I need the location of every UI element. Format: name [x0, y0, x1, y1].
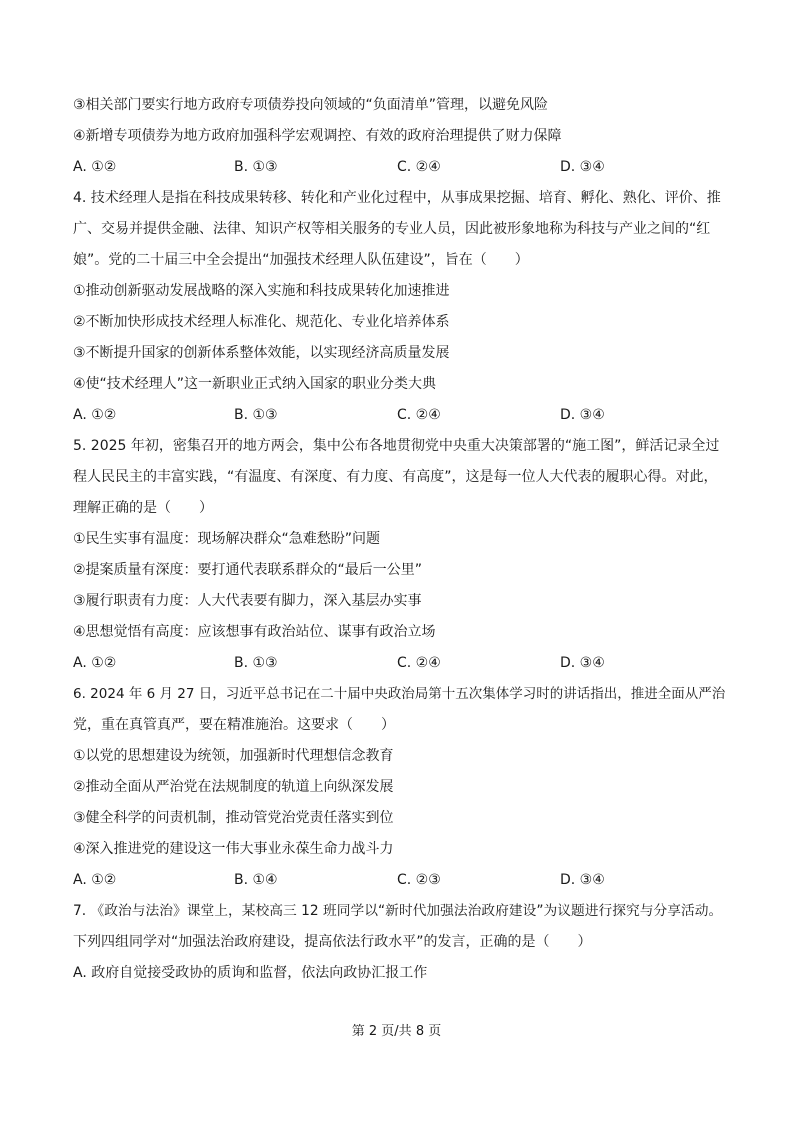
q4-option-d[interactable]: D. ③④	[560, 407, 605, 423]
q5-option-c[interactable]: C. ②④	[397, 655, 441, 671]
q5-statement-2: ②提案质量有深度：要打通代表联系群众的“最后一公里”	[73, 562, 423, 578]
q6-option-d[interactable]: D. ③④	[560, 872, 605, 888]
q4-options	[73, 400, 733, 431]
q3-option-c[interactable]: C. ②④	[397, 159, 441, 175]
q6-statement-4: ④深入推进党的建设这一伟大事业永葆生命力战斗力	[73, 841, 394, 857]
q6-option-a[interactable]: A. ①②	[73, 872, 117, 888]
q4-statement-1: ①推动创新驱动发展战略的深入实施和科技成果转化加速推进	[73, 283, 450, 299]
q5-option-d[interactable]: D. ③④	[560, 655, 605, 671]
q5-statement-4: ④思想觉悟有高度：应该想事有政治站位、谋事有政治立场	[73, 624, 436, 640]
q7-stem-line-1: 7. 《政治与法治》课堂上，某校高三 12 班同学以“新时代加强法治政府建设”为议题进行探究与分享活动。	[73, 903, 723, 919]
page-content	[73, 90, 733, 989]
q5-option-b[interactable]: B. ①③	[234, 655, 278, 671]
q3-option-d[interactable]: D. ③④	[560, 159, 605, 175]
q4-option-c[interactable]: C. ②④	[397, 407, 441, 423]
q4-option-a[interactable]: A. ①②	[73, 407, 117, 423]
page-footer: 第 2 页/共 8 页	[351, 1024, 442, 1039]
q6-stem-line-2: 党，重在真管真严，要在精准施治。这要求（ ）	[73, 717, 395, 733]
q6-stem-line-1: 6. 2024 年 6 月 27 日，习近平总书记在二十届中央政治局第十五次集体学习时的讲话指出，推进全面从严治	[73, 686, 726, 702]
q6-option-c[interactable]: C. ②③	[397, 872, 441, 888]
q3-options	[73, 152, 733, 183]
q5-statement-3: ③履行职责有力度：人大代表要有脚力，深入基层办实事	[73, 593, 422, 609]
q5-statement-1: ①民生实事有温度：现场解决群众“急难愁盼”问题	[73, 531, 381, 547]
q4-stem-line-1: 4. 技术经理人是指在科技成果转移、转化和产业化过程中，从事成果挖掘、培育、孵化、熟化、评价、推	[73, 190, 721, 206]
q5-stem-line-1: 5. 2025 年初，密集召开的地方两会，集中公布各地贯彻党中央重大决策部署的“施工图”，鲜活记录全过	[73, 438, 720, 454]
q5-option-a[interactable]: A. ①②	[73, 655, 117, 671]
q6-statement-2: ②推动全面从严治党在法规制度的轨道上向纵深发展	[73, 779, 394, 795]
q7-stem-line-2: 下列四组同学对“加强法治政府建设，提高依法行政水平”的发言，正确的是（ ）	[73, 934, 592, 950]
q4-statement-4: ④使“技术经理人”这一新职业正式纳入国家的职业分类大典	[73, 376, 437, 392]
q6-statement-3: ③健全科学的问责机制，推动管党治党责任落实到位	[73, 810, 394, 826]
q6-option-b[interactable]: B. ①④	[234, 872, 278, 888]
q4-stem-line-3: 娘”。党的二十届三中全会提出“加强技术经理人队伍建设”，旨在（ ）	[73, 252, 529, 268]
q3-option-b[interactable]: B. ①③	[234, 159, 278, 175]
q5-stem-line-3: 理解正确的是（ ）	[73, 500, 213, 516]
q5-stem-line-2: 程人民民主的丰富实践，“有温度、有深度、有力度、有高度”，这是每一位人大代表的履职心得。对此，	[73, 469, 718, 485]
q3-option-a[interactable]: A. ①②	[73, 159, 117, 175]
q6-options	[73, 865, 733, 896]
q5-options	[73, 648, 733, 679]
q6-statement-1: ①以党的思想建设为统领，加强新时代理想信念教育	[73, 748, 394, 764]
q4-stem-line-2: 广、交易并提供金融、法律、知识产权等相关服务的专业人员，因此被形象地称为科技与产业之间的“红	[73, 221, 711, 237]
q3-statement-3: ③相关部门要实行地方政府专项债券投向领域的“负面清单”管理，以避免风险	[73, 97, 549, 113]
q4-option-b[interactable]: B. ①③	[234, 407, 278, 423]
q7-option-a[interactable]: A. 政府自觉接受政协的质询和监督，依法向政协汇报工作	[73, 965, 428, 981]
q4-statement-2: ②不断加快形成技术经理人标准化、规范化、专业化培养体系	[73, 314, 450, 330]
q3-statement-4: ④新增专项债券为地方政府加强科学宏观调控、有效的政府治理提供了财力保障	[73, 128, 562, 144]
q4-statement-3: ③不断提升国家的创新体系整体效能，以实现经济高质量发展	[73, 345, 450, 361]
